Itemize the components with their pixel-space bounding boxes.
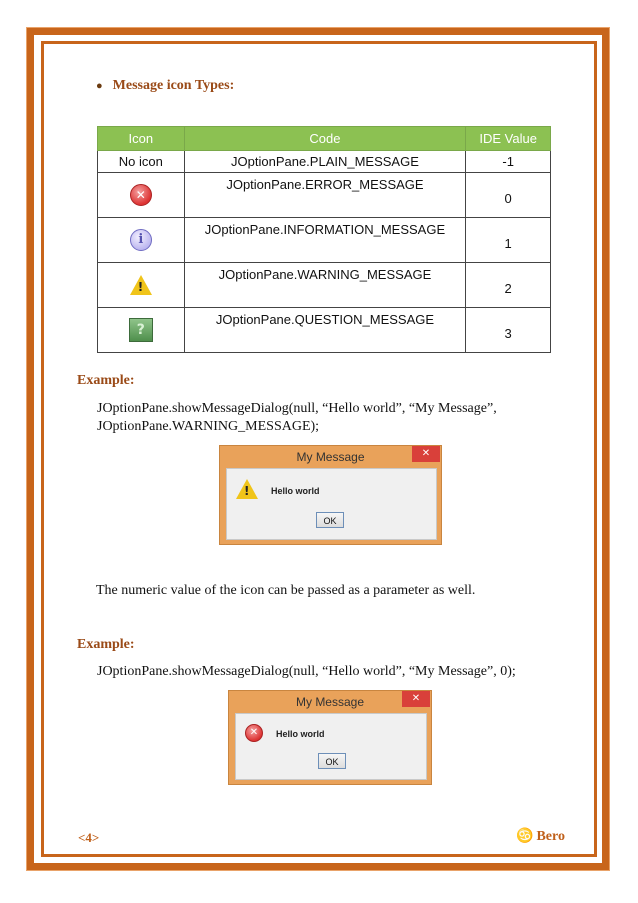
message-dialog — [219, 445, 442, 545]
code-cell: JOptionPane.PLAIN_MESSAGE — [184, 151, 466, 173]
table-row — [98, 151, 551, 173]
dialog-body — [226, 468, 437, 540]
warning-icon: ! — [130, 275, 152, 295]
message-icon-table — [97, 126, 551, 353]
icon-cell — [98, 308, 185, 353]
paragraph-text: The numeric value of the icon can be passed as a parameter as well. — [96, 583, 476, 598]
table-header-row — [98, 127, 551, 151]
question-icon: ? — [129, 318, 153, 342]
example-label: Example: — [77, 373, 135, 388]
value-cell: -1 — [466, 151, 551, 173]
section-heading — [96, 78, 234, 94]
value-cell: 1 — [466, 218, 551, 263]
warning-icon: ! — [236, 479, 258, 499]
code-cell: JOptionPane.WARNING_MESSAGE — [184, 263, 466, 308]
table-row — [98, 173, 551, 218]
code-cell: JOptionPane.INFORMATION_MESSAGE — [184, 218, 466, 263]
icon-cell: No icon — [98, 151, 185, 173]
header-icon: Icon — [98, 127, 185, 151]
dialog-title: My Message — [296, 450, 365, 464]
information-icon: i — [130, 229, 152, 251]
value-cell: 0 — [466, 173, 551, 218]
icon-cell — [98, 263, 185, 308]
example-label: Example: — [77, 637, 135, 652]
value-cell: 3 — [466, 308, 551, 353]
code-cell: JOptionPane.QUESTION_MESSAGE — [184, 308, 466, 353]
close-button[interactable]: ✕ — [412, 446, 440, 462]
close-button[interactable]: ✕ — [402, 691, 430, 707]
dialog-message: Hello world — [276, 729, 325, 739]
code-line: JOptionPane.showMessageDialog(null, “Hello world”, “My Message”, 0); — [97, 664, 516, 679]
author — [516, 828, 565, 845]
header-ide-value: IDE Value — [466, 127, 551, 151]
dialog-body — [235, 713, 427, 780]
table-row — [98, 308, 551, 353]
icon-cell — [98, 218, 185, 263]
table-row — [98, 218, 551, 263]
table-row — [98, 263, 551, 308]
page-number: <4> — [78, 830, 100, 845]
error-icon: ✕ — [130, 184, 152, 206]
cancer-zodiac-icon: ♋ — [516, 829, 534, 844]
icon-cell — [98, 173, 185, 218]
header-code: Code — [184, 127, 466, 151]
code-line: JOptionPane.showMessageDialog(null, “Hello world”, “My Message”, — [97, 401, 497, 416]
code-line: JOptionPane.WARNING_MESSAGE); — [97, 419, 320, 434]
message-dialog — [228, 690, 432, 785]
error-icon: ✕ — [245, 724, 263, 742]
ok-button[interactable]: OK — [316, 512, 344, 528]
value-cell: 2 — [466, 263, 551, 308]
section-heading-text: Message icon Types: — [112, 78, 235, 93]
dialog-message: Hello world — [271, 486, 320, 496]
code-cell: JOptionPane.ERROR_MESSAGE — [184, 173, 466, 218]
ok-button[interactable]: OK — [318, 753, 346, 769]
dialog-title: My Message — [295, 695, 365, 709]
bullet-icon: ● — [96, 80, 103, 92]
author-name: Bero — [536, 829, 565, 844]
